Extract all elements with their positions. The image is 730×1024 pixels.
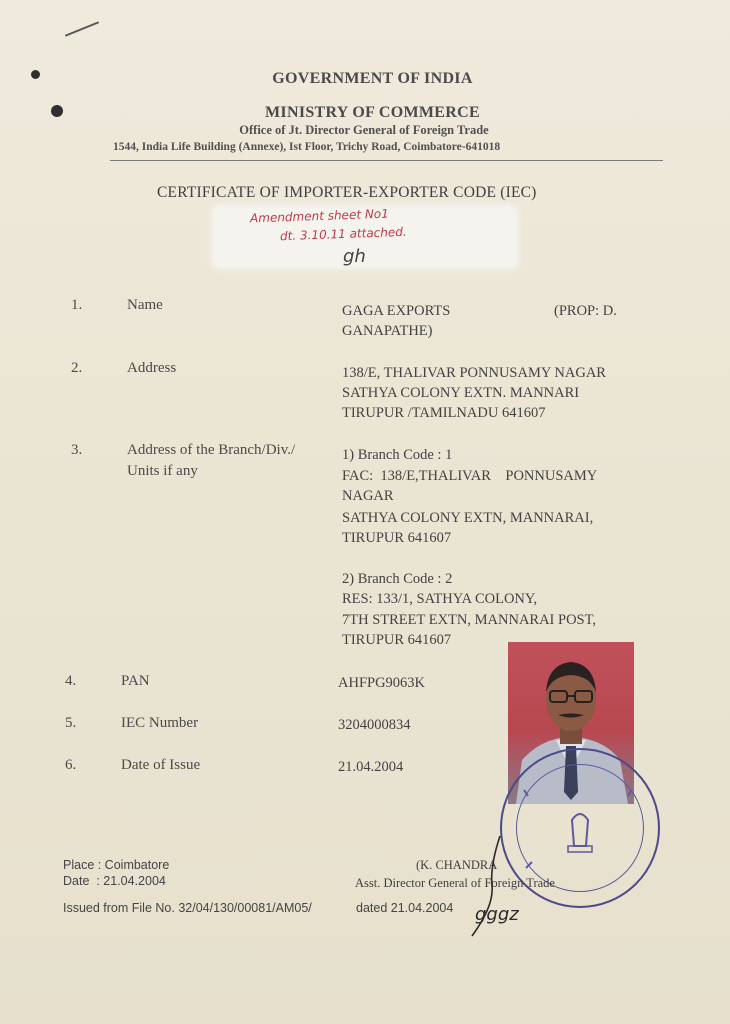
branch2-code: 2) Branch Code : 2 <box>342 571 453 587</box>
field-value-pan: AHFPG9063K <box>338 675 426 691</box>
header-government: GOVERNMENT OF INDIA <box>272 70 473 87</box>
issued-dated: dated 21.04.2004 <box>356 901 454 915</box>
field-number: 4. <box>65 673 77 689</box>
branch1-line5: TIRUPUR 641607 <box>342 530 452 546</box>
field-value-iec: 3204000834 <box>338 717 411 733</box>
field-number: 1. <box>71 297 83 313</box>
signatory-name: (K. CHANDRA <box>416 858 498 872</box>
field-label-pan: PAN <box>121 673 150 689</box>
branch2-line4: TIRUPUR 641607 <box>342 632 452 648</box>
field-label-name: Name <box>127 297 163 313</box>
field-value-address-line3: TIRUPUR /TAMILNADU 641607 <box>342 405 546 421</box>
field-value-address-line1: 138/E, THALIVAR PONNUSAMY NAGAR <box>342 365 606 381</box>
field-label-address: Address <box>127 360 177 376</box>
certificate-title: CERTIFICATE OF IMPORTER-EXPORTER CODE (IEC) <box>157 184 537 201</box>
header-office: Office of Jt. Director General of Foreign Trade <box>239 123 489 137</box>
footer-date: Date : 21.04.2004 <box>63 874 166 888</box>
branch1-line3: NAGAR <box>342 488 394 504</box>
field-label-date: Date of Issue <box>121 757 201 773</box>
amendment-note-line1: Amendment sheet No1 <box>249 206 389 226</box>
issued-from-file: Issued from File No. 32/04/130/00081/AM05/ <box>63 901 312 915</box>
pen-mark <box>65 21 99 36</box>
signatory-title: Asst. Director General of Foreign Trade <box>355 876 555 890</box>
amendment-note-line2: dt. 3.10.11 attached. <box>279 224 407 244</box>
field-value-name-left: GAGA EXPORTS <box>342 303 451 319</box>
branch1-code: 1) Branch Code : 1 <box>342 447 453 463</box>
header-address: 1544, India Life Building (Annexe), Ist Floor, Trichy Road, Coimbatore-641018 <box>113 141 501 153</box>
header-ministry: MINISTRY OF COMMERCE <box>265 104 480 121</box>
field-label-branch-line2: Units if any <box>127 463 198 479</box>
branch1-fac: FAC: 138/E,THALIVAR PONNUSAMY <box>342 468 598 484</box>
branch2-line3: 7TH STREET EXTN, MANNARAI POST, <box>342 612 597 628</box>
field-value-address-line2: SATHYA COLONY EXTN. MANNARI <box>342 385 580 401</box>
field-value-date: 21.04.2004 <box>338 759 404 775</box>
handwritten-signature: gggz <box>475 904 519 925</box>
field-number: 5. <box>65 715 77 731</box>
branch1-line4: SATHYA COLONY EXTN, MANNARAI, <box>342 510 594 526</box>
field-label-iec: IEC Number <box>121 715 199 731</box>
signature-stroke <box>460 826 520 946</box>
field-number: 6. <box>65 757 77 773</box>
footer-place: Place : Coimbatore <box>63 858 170 872</box>
field-label-branch-line1: Address of the Branch/Div./ <box>127 442 296 458</box>
header-rule <box>110 160 663 161</box>
branch2-line2: RES: 133/1, SATHYA COLONY, <box>342 591 538 607</box>
field-value-name-line2: GANAPATHE) <box>342 323 433 339</box>
field-value-name-right: (PROP: D. <box>554 303 617 319</box>
field-number: 3. <box>71 442 83 458</box>
field-number: 2. <box>71 360 83 376</box>
amendment-initials: gh <box>343 246 366 267</box>
